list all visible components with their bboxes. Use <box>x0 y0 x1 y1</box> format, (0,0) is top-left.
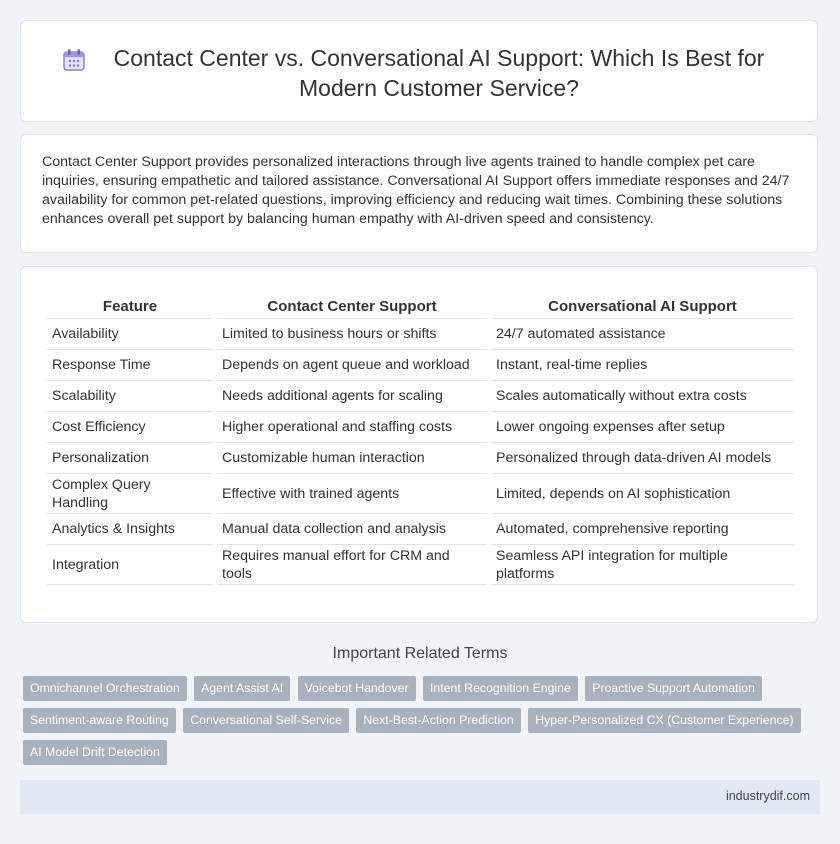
contact-center-cell: Depends on agent queue and workload <box>217 350 487 381</box>
contact-center-cell: Effective with trained agents <box>217 474 487 514</box>
related-term-tag[interactable]: AI Model Drift Detection <box>23 740 167 765</box>
conversational-ai-cell: Seamless API integration for multiple platforms <box>491 545 794 585</box>
page-title-text: Contact Center vs. Conversational AI Support: Which Is Best for Modern Customer Service? <box>113 45 765 101</box>
comparison-card <box>20 266 818 623</box>
related-terms-list <box>23 676 813 772</box>
conversational-ai-cell: Instant, real-time replies <box>491 350 794 381</box>
related-term-tag[interactable]: Next-Best-Action Prediction <box>356 708 520 733</box>
table-row <box>47 381 794 412</box>
contact-center-cell: Limited to business hours or shifts <box>217 319 487 350</box>
comparison-table <box>43 294 798 585</box>
conversational-ai-cell: Limited, depends on AI sophistication <box>491 474 794 514</box>
related-term-tag[interactable]: Hyper-Personalized CX (Customer Experience) <box>528 708 800 733</box>
table-row <box>47 474 794 514</box>
contact-center-cell: Manual data collection and analysis <box>217 514 487 545</box>
contact-center-cell: Higher operational and staffing costs <box>217 412 487 443</box>
related-term-tag[interactable]: Sentiment-aware Routing <box>23 708 176 733</box>
feature-cell: Scalability <box>47 381 213 412</box>
conversational-ai-cell: Lower ongoing expenses after setup <box>491 412 794 443</box>
feature-cell: Cost Efficiency <box>47 412 213 443</box>
related-term-tag[interactable]: Proactive Support Automation <box>585 676 762 701</box>
footer <box>20 780 820 814</box>
table-row <box>47 319 794 350</box>
title-card <box>20 20 818 122</box>
related-term-tag[interactable]: Voicebot Handover <box>298 676 416 701</box>
conversational-ai-cell: Personalized through data-driven AI models <box>491 443 794 474</box>
description-card <box>20 134 818 253</box>
contact-center-cell: Needs additional agents for scaling <box>217 381 487 412</box>
table-row <box>47 412 794 443</box>
conversational-ai-cell: Scales automatically without extra costs <box>491 381 794 412</box>
page-title <box>21 43 817 103</box>
table-row <box>47 443 794 474</box>
conversational-ai-cell: 24/7 automated assistance <box>491 319 794 350</box>
related-term-tag[interactable]: Intent Recognition Engine <box>423 676 578 701</box>
related-terms-heading: Important Related Terms <box>332 645 508 662</box>
feature-cell: Analytics & Insights <box>47 514 213 545</box>
related-term-tag[interactable]: Conversational Self-Service <box>183 708 349 733</box>
feature-cell: Complex Query Handling <box>47 474 213 514</box>
column-header-contact-center: Contact Center Support <box>217 294 487 319</box>
column-header-conversational-ai: Conversational AI Support <box>491 294 794 319</box>
feature-cell: Response Time <box>47 350 213 381</box>
contact-center-cell: Customizable human interaction <box>217 443 487 474</box>
related-term-tag[interactable]: Agent Assist AI <box>194 676 290 701</box>
column-header-feature: Feature <box>47 294 213 319</box>
feature-cell: Personalization <box>47 443 213 474</box>
table-row <box>47 350 794 381</box>
conversational-ai-cell: Automated, comprehensive reporting <box>491 514 794 545</box>
related-term-tag[interactable]: Omnichannel Orchestration <box>23 676 187 701</box>
table-row <box>47 545 794 585</box>
table-row <box>47 514 794 545</box>
footer-site-link[interactable]: industrydif.com <box>725 789 810 803</box>
table-header-row <box>47 294 794 319</box>
feature-cell: Integration <box>47 545 213 585</box>
description-text: Contact Center Support provides personalized interactions through live agents trained to handle complex pet care inquiries, ensuring empathetic and tailored assistance. Conversational AI Support offers immediate responses and 24/7 availability for common pet-related questions, improving efficiency and reducing wait times. Combining these solutions enhances overall pet support by balancing human empathy with AI-driven speed and consistency. <box>42 154 790 227</box>
feature-cell: Availability <box>47 319 213 350</box>
contact-center-cell: Requires manual effort for CRM and tools <box>217 545 487 585</box>
